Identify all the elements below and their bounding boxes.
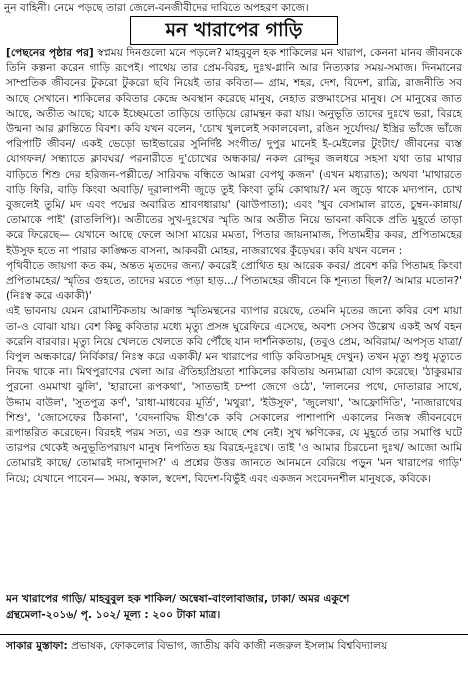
article-body	[6, 46, 462, 590]
divider-rule	[0, 634, 468, 635]
author-affiliation: প্রভাষক, ফোকলোর বিভাগ, জাতীয় কবি কাজী নজরুল ইসলাম বিশ্ববিদ্যালয়	[67, 640, 388, 652]
credits-line-1: মন খারাপের গাড়ি/ মাহবুবুল হক শাকিল/ অন্বেষা-বাংলাবাজার, ঢাকা/ অমর একুশে	[6, 593, 350, 605]
paragraph-2: এই ভাবনায় যেমন রোমান্টিকতায় আক্রান্ত স্মৃতিমন্থনের ব্যাপার রয়েছে, তেমনি মৃতের জন্যে কবির বেশ মায়া তা-ও বোঝা যায়। বেশ কিছু কবিতার মধ্যে মৃত্যু প্রসঙ্গ ঘুরেফিরে এসেছে, অবশ্য সেসব উল্লেখ একই অর্থ বহন করেনি বারবার। মৃত্যু নিয়ে খেলতে খেলতে কবি পৌঁছে যান দার্শনিকতায়, (তবুও প্রেম, অবিরাম/ অপসৃত যাত্রা/ বিপুল অন্ধকারে/ নির্বিকার/ নিঃস্ব করে একাকী/ মন খারাপের গাড়ি কবিতাসমূহ দেখুন) তখন মৃত্যু শুধু মৃত্যুতে নিবদ্ধ থাকে না। মিথপুরাণের খেলা আর ঐতিহ্যপ্রিয়তা শাকিলের কবিতায় অন্যমাত্রা যোগ করেছে। 'ঠাকুরমার পুরনো ওমমাখা ঝুলি', 'হারানো রূপকথা', 'সাতভাই চম্পা জেগে ওঠে', 'লালনের পথে, দোতারার সাথে, উদ্দাম বাউল', 'সুতপুত্র কর্ণ', 'রাধা-মাধবের মূর্তি', 'মথুরা', 'ইউসুফ', 'জুলেখা', 'আফ্রোদিতি', 'নাজারাথের শিশু', 'জোসেফের ঠিকানা', 'বেদনাবিদ্ধ যীশু'কে কবি সেকালের পাশাপাশি একালের নিজস্ব জীবনবেদে রূপান্তরিত করেছেন। বিরহই পরম সত্য, এর শুরু আছে শেষ নেই। সুখ ক্ষণিকের, যে মুহূর্তে তার সমাপ্তি ঘটে তারপর থেকেই অনুভূতিপরায়ণ মানুষ নিপতিত হয় বিরহে-দুঃখে। তাই 'ও আমার চিরচেনা দুঃখ/ আজো আমি তোমারই কাছে/ তোমারই দাসানুদাস?' এ প্রশ্নের উত্তর জানতে আনমনে বেরিয়ে পড়ুন 'মন খারাপের গাড়ি' নিয়ে; যেখানে পাবেন— সময়, স্বকাল, স্বদেশ, বিদেশ-বিভুঁই এবং একজন সংবেদনশীল মানুষকে, কবিকে।	[6, 305, 462, 485]
credits-line-2: গ্রন্থমেলা-২০১৬/ পৃ. ১০২/ মূল্য : ২০০ টাকা মাত্র।	[6, 608, 221, 621]
book-credits	[6, 592, 462, 628]
author-name: সাকার মুস্তাফা:	[6, 640, 68, 652]
quoted-verse: পৃথিবীতে জায়গা কত কম, অন্তত মৃতদের জন্য/ কবরেই প্রোথিত হয় আরেক কবর/ প্রবেশ করি পিতামহ কিংবা প্রপিতামহের/ স্মৃতির গুহতে, তাদের মরতে পড়া হাড়.../ পিতামহের জীবনে কি শূন্যতা ছিল?/ আমার মতোন?' (নিঃস্ব করে একাকী)'	[6, 259, 462, 303]
continued-from-tag: [পেছনের পৃষ্ঠার পর]	[6, 47, 94, 59]
previous-article-tail: নুন বাহিনী। নেমে পড়ছে তারা জেলে-বনজীবীদের দাবিতে অপহরণ কাজে।	[4, 2, 309, 14]
author-byline	[6, 638, 462, 654]
article-headline: মন খারাপের গাড়ি	[130, 16, 338, 45]
paragraph-1	[6, 46, 462, 259]
paragraph-1-text: স্বপ্নময় দিনগুলো মনে পড়লে? মাহবুবুল হক শাকিলের মন খারাপ, কেননা মানব জীবনকে তিনি কল্পনা করেন গাড়ি রূপেই। পাথেয় তার প্রেম-বিরহ, দুঃখ-গ্লানি আর নিত্যকার সময়-সমাজ। দিনমানের সাম্প্রতিক জীবনের টুকরো টুকরো ছবি নিয়েই তার কবিতা— গ্রাম, শহর, দেশ, বিদেশ, রাত্রি, রাজনীতি সব আছে সেখানে। শাকিলের কবিতার কেন্দ্রে অবস্থান করেছে মানুষ, নেহাত রক্তমাংসের মানুষ। সে মানুষের জাত আছে, অতীত আছে; যাকে ইচ্ছেমতো তাড়িয়ে তাড়িয়ে রোমন্থন করা যায়। অনুভূতি তাদের দুঃখে ভরা, বিরহে উন্মনা আর ক্লান্তিতে বিবশ। কবি যখন বলেন, 'চোখ খুললেই সকালবেলা, রঙিন সূর্যোদয়/ ইস্ত্রির ভাঁজে ভাঁজে পরিপাটি জীবন/ একই ভেড়ো ভাইভারের সুনির্দিষ্ট সংগীত/ দুপুর মানেই ই-মেইলের টুংটাং/ জীবনের ব্যস্ত যোগফল/ সন্ধ্যাতে ক্লাবঘর/ পরনারীতে দু'চোখের অন্ধকার/ নকল রোদ্দুর জলধরে সহসা যথা তার মাথার বাড়িতে শিশু দের হরিজন-পল্লীতে/ সারিবদ্ধ বন্ধিতে আমরা বেপথু কজন' (এখন মধ্যরাত); অথবা 'মাথারতে বাড়ি ফিরি, বাড়ি কিংবা অবাড়ি/ দূরালাপনী জুড়ে তুই কিংবা তুমি কোথায়?/ মন জুড়ে থাকে মদ্যপান, চোখ বুজলেই তুমি/ মদ এবং পদ্মের অবারিত শ্রাবণধারায়' (ঝাউপাতা); এবং 'খুব বেসামাল রাতে, চুম্বন-কান্নায়/ তোমাকে পাই' (রাতলিপি)। অতীতের সুখ-দুঃখের স্মৃতি আর অতীত নিয়ে ভাবনা কবিকে প্রতি মুহূর্তে তাড়া করে ফিরেছে— যেখানে আছে ফেলে আসা মায়ের মমতা, পিতার জায়নামাজ, পিতামহীর কবর, প্রপিতামহের ইউসুফ হতে না পারার কাঙ্ক্ষিত বাসনা, আকবরী মোহর, নাজরাথের কুঁড়েঘর। কবি যখন বলেন :	[6, 47, 462, 257]
